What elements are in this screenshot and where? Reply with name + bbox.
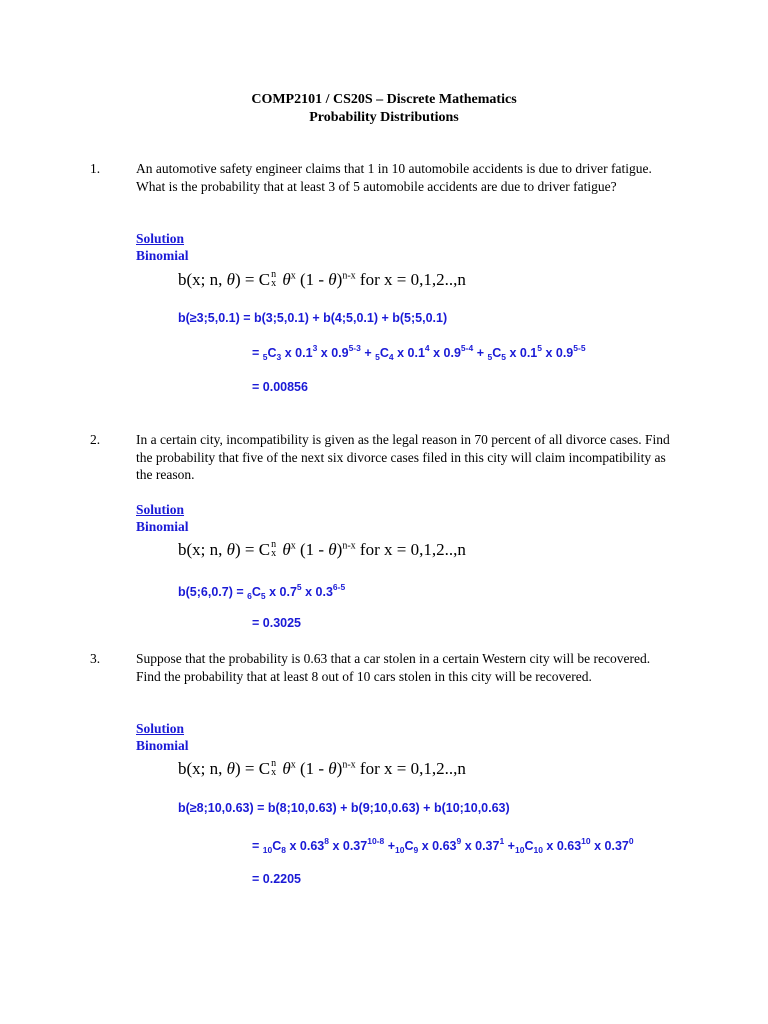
- formula-part: n-x: [342, 540, 356, 552]
- theta-symbol: θ: [226, 540, 235, 559]
- formula-part: x: [290, 759, 296, 771]
- binomial-formula: [178, 759, 466, 779]
- formula-part: [271, 540, 276, 558]
- theta-symbol: θ: [328, 540, 337, 559]
- theta-symbol: θ: [226, 759, 235, 778]
- solution-step: b(≥3;5,0.1) = b(3;5,0.1) + b(4;5,0.1) + b(5;5,0.1): [178, 311, 448, 325]
- question-number: 1.: [90, 161, 101, 176]
- formula-part: x: [271, 548, 277, 560]
- solution-heading: [136, 720, 189, 754]
- formula-part: b(x; n,: [178, 759, 227, 778]
- formula-part: [271, 759, 276, 777]
- question-text: In a certain city, incompatibility is given as the legal reason in 70 percent of all divorce cases. Find the probability that five of the next six divorce cases filed in this city will claim incompatibility as the reason.: [136, 432, 670, 482]
- formula-part: (1 -: [295, 759, 329, 778]
- solution-heading: [136, 501, 189, 535]
- formula-part: n: [271, 539, 277, 551]
- formula-part: ): [336, 540, 343, 559]
- formula-part: for x = 0,1,2..,n: [355, 270, 466, 289]
- formula-part: (1 -: [295, 270, 329, 289]
- theta-symbol: θ: [226, 270, 235, 289]
- formula-part: x: [271, 278, 277, 290]
- formula-part: for x = 0,1,2..,n: [355, 540, 466, 559]
- solution-label: Solution: [136, 721, 185, 736]
- theta-symbol: θ: [328, 270, 337, 289]
- method-label: Binomial: [136, 248, 189, 263]
- formula-part: [271, 270, 276, 288]
- document-title: COMP2101 / CS20S – Discrete Mathematics: [251, 92, 517, 107]
- method-label: Binomial: [136, 519, 189, 534]
- formula-part: x: [290, 270, 296, 282]
- question-number: 2.: [90, 432, 101, 447]
- theta-symbol: θ: [282, 759, 291, 778]
- formula-part: n: [271, 758, 277, 770]
- formula-part: ): [336, 759, 343, 778]
- method-label: Binomial: [136, 738, 189, 753]
- formula-part: ): [336, 270, 343, 289]
- formula-part: for x = 0,1,2..,n: [355, 759, 466, 778]
- solution-step: = $_5C_3$ x $0.1^3$ x $0.9^{5-3} + _5C_4$ x $0.1^4$ x $0.9^{5-4} + _5C_5$ x $0.1^5$ x 0.9$^{5-5}$: [252, 343, 586, 362]
- question-text: An automotive safety engineer claims that 1 in 10 automobile accidents is due to driver fatigue. What is the probability that at least 3 of 5 automobile accidents are due to driver fatigue?: [136, 161, 652, 194]
- theta-symbol: θ: [328, 759, 337, 778]
- formula-part: n-x: [342, 270, 356, 282]
- solution-result: = 0.3025: [252, 616, 302, 630]
- solution-step: b(≥8;10,0.63) = b(8;10,0.63) + b(9;10,0.63) + b(10;10,0.63): [178, 801, 510, 815]
- solution-label: Solution: [136, 231, 185, 246]
- theta-symbol: θ: [282, 270, 291, 289]
- formula-part: n: [271, 269, 277, 281]
- formula-part: ) = C: [235, 540, 271, 559]
- formula-part: ) = C: [235, 270, 271, 289]
- theta-symbol: θ: [282, 540, 291, 559]
- question-text: Suppose that the probability is 0.63 that a car stolen in a certain Western city will be recovered. Find the probability that at least 8 out of 10 cars stolen in this city will be recovered.: [136, 651, 651, 684]
- formula-part: ) = C: [235, 759, 271, 778]
- solution-step: b(5;6,0.7) = $_6C_5$ x $0.7^5$ x 0.3$^{6-5}$: [178, 582, 346, 601]
- formula-part: x: [290, 540, 296, 552]
- formula-part: x: [271, 767, 277, 779]
- formula-part: n-x: [342, 759, 356, 771]
- solution-result: = 0.2205: [252, 872, 302, 886]
- solution-step: = $_{10}C_8$ x 0.63$^8$ x $0.37^{10-8} +_{10}C_9$ x 0.63$^9$ x $0.37^1 +_{10}C_{10}$ x 0.63$^{10}$ x 0.37$^0$: [252, 836, 634, 855]
- formula-part: (1 -: [295, 540, 329, 559]
- question-number: 3.: [90, 651, 101, 666]
- solution-heading: [136, 230, 189, 264]
- document-subtitle: Probability Distributions: [309, 110, 459, 125]
- formula-part: b(x; n,: [178, 270, 227, 289]
- formula-part: b(x; n,: [178, 540, 227, 559]
- binomial-formula: [178, 270, 466, 290]
- solution-result: = 0.00856: [252, 380, 308, 394]
- binomial-formula: [178, 540, 466, 560]
- solution-label: Solution: [136, 502, 185, 517]
